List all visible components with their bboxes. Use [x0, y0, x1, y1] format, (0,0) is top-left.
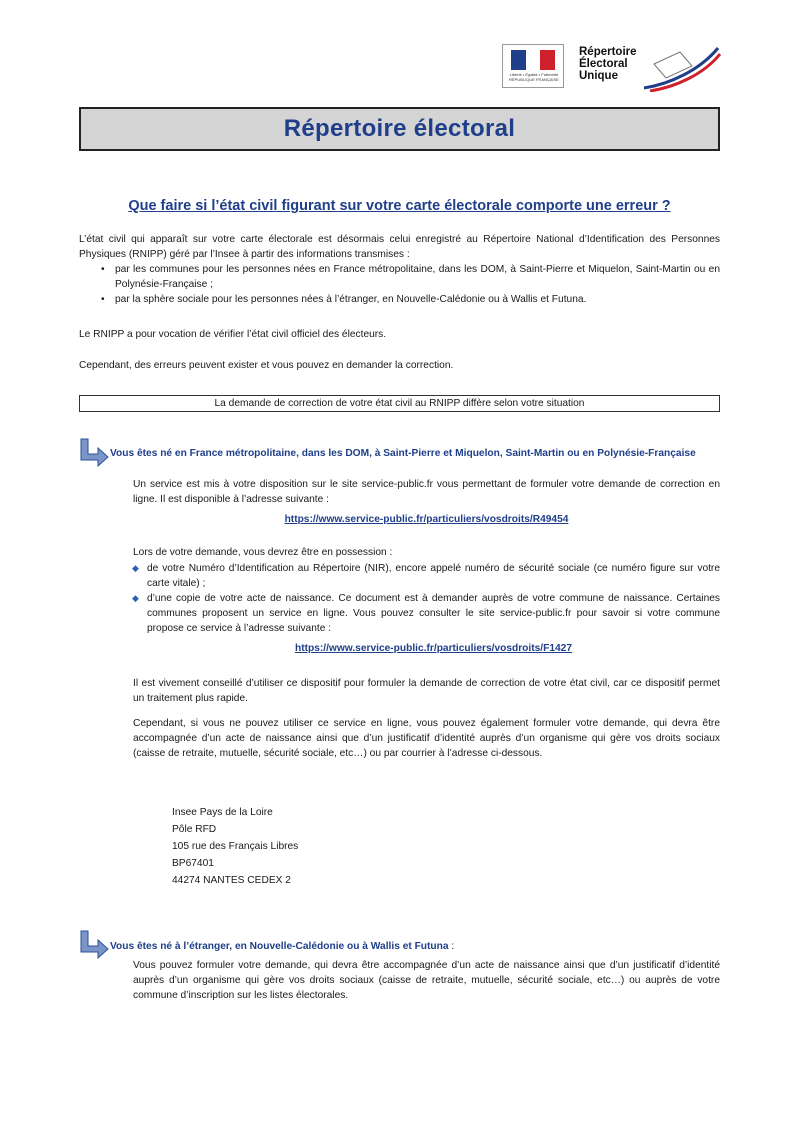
list-item — [79, 262, 720, 292]
service-link-container — [133, 512, 720, 527]
section2-title-text: Vous êtes né à l’étranger, en Nouvelle-Calédonie ou à Wallis et Futuna — [110, 941, 449, 952]
birth-certificate-link-container — [147, 641, 720, 656]
advice-text: Il est vivement conseillé d’utiliser ce dispositif pour formuler la demande de correction de votre état civil, car ce dispositif permet un traitement plus rapide. — [133, 678, 720, 704]
diamond-bullet-icon: ◆ — [132, 593, 139, 603]
postal-address — [172, 804, 472, 889]
ballot-swoosh-icon — [640, 44, 722, 92]
reu-line-1: Répertoire — [579, 46, 637, 58]
arrow-right-icon — [77, 437, 111, 467]
service-public-link-r49454[interactable]: https://www.service-public.fr/particuliers/vosdroits/R49454 — [284, 514, 569, 525]
section2-title — [110, 939, 720, 954]
possession-text: Lors de votre demande, vous devrez être en possession : — [133, 547, 393, 558]
list-item — [133, 591, 720, 636]
address-line: BP67401 — [172, 858, 214, 869]
section2-title-suffix: : — [448, 941, 455, 952]
reu-logo — [502, 44, 722, 92]
reu-line-3: Unique — [579, 70, 618, 82]
republique-francaise-logo — [502, 44, 564, 88]
bullet-text: par la sphère sociale pour les personnes nées à l’étranger, en Nouvelle-Calédonie ou à Wallis et Futuna. — [115, 294, 587, 305]
notice-box: La demande de correction de votre état civil au RNIPP diffère selon votre situation — [79, 395, 720, 412]
bullet-icon: • — [101, 264, 105, 275]
page-title: Répertoire électoral — [283, 115, 516, 142]
address-line: 105 rue des Français Libres — [172, 841, 299, 852]
list-item — [133, 561, 720, 591]
rf-logo-text: Liberté • Égalité • Fraternité RÉPUBLIQUE FRANÇAISE — [509, 72, 559, 82]
french-flag-icon — [511, 50, 555, 70]
errors-text: Cependant, des erreurs peuvent exister et vous pouvez en demander la correction. — [79, 360, 454, 371]
section1-service-text: Un service est mis à votre disposition sur le site service-public.fr vous permettant de formuler votre demande de correction en ligne. Il est disponible à l’adresse suivante : — [133, 479, 720, 505]
rnipp-role-text: Le RNIPP a pour vocation de vérifier l’état civil officiel des électeurs. — [79, 329, 387, 340]
section2-body: Vous pouvez formuler votre demande, qui devra être accompagnée d’un acte de naissance ainsi que d’un justificatif d’identité auprès d’un organisme qui gère vos droits sociaux (caisse de retraite, mutuelle, sécurité sociale, etc…) ou auprès de votre commune d’inscription sur les listes électorales. — [133, 960, 720, 1001]
intro-paragraph: L’état civil qui apparaît sur votre carte électorale est désormais celui enregistré au Répertoire National d’Identification des Personnes Physiques (RNIPP) géré par l’Insee à partir des informations transmises : — [79, 234, 720, 260]
intro-bullet-list — [79, 262, 720, 307]
arrow-right-icon — [77, 929, 111, 959]
address-line: Insee Pays de la Loire — [172, 807, 273, 818]
requirement-text: d’une copie de votre acte de naissance. Ce document est à demander auprès de votre commune de naissance. Certaines communes proposent un service en ligne. Vous pouvez consulter le site service-public.fr pour savoir si votre commune propose ce service à l’adresse suivante : — [147, 593, 720, 634]
address-line: 44274 NANTES CEDEX 2 — [172, 875, 291, 886]
requirements-list — [133, 561, 720, 636]
reu-logo-text — [579, 46, 637, 82]
diamond-bullet-icon: ◆ — [132, 563, 139, 573]
requirement-text: de votre Numéro d’Identification au Répertoire (NIR), encore appelé numéro de sécurité sociale (ce numéro figure sur votre carte vitale) ; — [147, 563, 720, 589]
list-item — [79, 292, 720, 307]
alternative-text: Cependant, si vous ne pouvez utiliser ce service en ligne, vous pouvez également formuler votre demande, qui devra être accompagnée d’un acte de naissance ainsi que d’un justificatif d’identité auprès d’un organisme qui gère vos droits sociaux (caisse de retraite, mutuelle, sécurité sociale, etc…) ou par courrier à l’adresse ci-dessous. — [133, 718, 720, 759]
title-banner — [79, 107, 720, 151]
question-heading: Que faire si l’état civil figurant sur votre carte électorale comporte une erreur ? — [128, 198, 671, 214]
service-public-link-f1427[interactable]: https://www.service-public.fr/particuliers/vosdroits/F1427 — [294, 643, 573, 654]
address-line: Pôle RFD — [172, 824, 217, 835]
reu-line-2: Électoral — [579, 58, 628, 70]
bullet-icon: • — [101, 294, 105, 305]
section1-title: Vous êtes né en France métropolitaine, dans les DOM, à Saint-Pierre et Miquelon, Saint-Martin ou en Polynésie-Française — [110, 448, 696, 459]
bullet-text: par les communes pour les personnes nées en France métropolitaine, dans les DOM, à Saint-Pierre et Miquelon, Saint-Martin ou en Polynésie-Française ; — [115, 264, 720, 290]
